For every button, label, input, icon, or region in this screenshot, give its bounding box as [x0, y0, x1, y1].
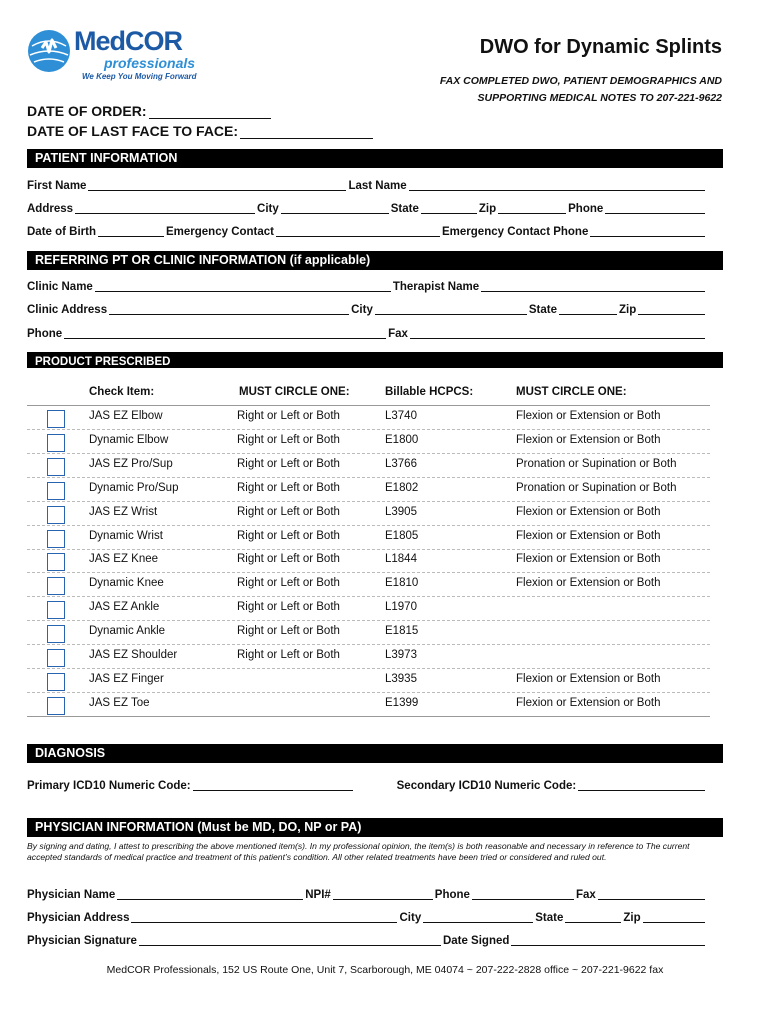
physician-phone-field[interactable] — [472, 888, 574, 900]
product-side: Right or Left or Both — [237, 457, 340, 470]
physician-name-row — [27, 885, 707, 901]
product-side: Right or Left or Both — [237, 601, 340, 614]
product-item: JAS EZ Elbow — [89, 410, 163, 422]
logo-sub: professionals — [104, 55, 196, 71]
product-hcpcs: E1800 — [385, 433, 419, 446]
physician-signature-field[interactable] — [139, 934, 441, 946]
product-side: Right or Left or Both — [237, 577, 340, 590]
emergency-phone-label: Emergency Contact Phone — [442, 226, 589, 238]
physician-phone-label: Phone — [434, 889, 470, 901]
document-title: DWO for Dynamic Splints — [479, 36, 722, 58]
last-name-label: Last Name — [348, 180, 407, 192]
col-hcpcs: Billable HCPCS: — [385, 386, 474, 398]
product-checkbox[interactable] — [47, 553, 65, 571]
product-side: Right or Left or Both — [237, 649, 340, 661]
diagnosis-header: DIAGNOSIS — [27, 744, 723, 763]
physician-zip-label: Zip — [623, 912, 641, 924]
product-row — [27, 596, 710, 621]
product-checkbox[interactable] — [47, 458, 65, 476]
product-checkbox[interactable] — [47, 649, 65, 667]
product-motion: Flexion or Extension or Both — [516, 577, 661, 590]
clinic-address-row — [27, 300, 707, 316]
date-last-f2f-field[interactable] — [240, 126, 373, 139]
emergency-contact-field[interactable] — [276, 225, 440, 237]
clinic-name-row — [27, 277, 707, 293]
city-label: City — [257, 203, 279, 215]
secondary-icd10-label: Secondary ICD10 Numeric Code: — [396, 780, 577, 792]
primary-icd10-field[interactable] — [193, 779, 353, 791]
product-item: JAS EZ Wrist — [89, 505, 158, 518]
clinic-phone-label: Phone — [27, 328, 63, 340]
product-checkbox[interactable] — [47, 506, 65, 524]
npi-label: NPI# — [305, 889, 331, 901]
product-hcpcs: E1802 — [385, 481, 419, 494]
city-field[interactable] — [281, 202, 389, 214]
product-hcpcs: L3905 — [385, 505, 417, 518]
product-item: Dynamic Elbow — [89, 433, 169, 446]
clinic-zip-label: Zip — [618, 304, 637, 316]
globe-icon — [26, 28, 72, 74]
physician-city-label: City — [399, 912, 422, 924]
product-checkbox[interactable] — [47, 434, 65, 452]
referring-info-header: REFERRING PT OR CLINIC INFORMATION (if applicable) — [27, 251, 723, 270]
product-motion: Flexion or Extension or Both — [516, 410, 661, 422]
product-checkbox[interactable] — [47, 482, 65, 500]
product-table-header — [27, 383, 710, 406]
dob-label: Date of Birth — [27, 226, 96, 238]
clinic-fax-label: Fax — [388, 328, 408, 340]
product-hcpcs: E1399 — [385, 696, 419, 709]
clinic-address-field[interactable] — [109, 303, 349, 315]
clinic-phone-row — [27, 324, 707, 340]
product-hcpcs: E1805 — [385, 529, 419, 542]
product-row — [27, 501, 710, 526]
product-item: JAS EZ Pro/Sup — [89, 457, 173, 470]
date-last-f2f-label: DATE OF LAST FACE TO FACE: — [27, 123, 239, 139]
product-item: Dynamic Ankle — [89, 625, 166, 638]
product-checkbox[interactable] — [47, 625, 65, 643]
product-checkbox[interactable] — [47, 577, 65, 595]
product-motion: Flexion or Extension or Both — [516, 433, 661, 446]
product-side: Right or Left or Both — [237, 529, 340, 542]
product-hcpcs: L3973 — [385, 649, 417, 661]
date-of-order-row — [27, 103, 271, 119]
physician-address-field[interactable] — [131, 911, 397, 923]
product-side: Right or Left or Both — [237, 481, 340, 494]
product-checkbox[interactable] — [47, 601, 65, 619]
npi-field[interactable] — [333, 888, 433, 900]
first-name-label: First Name — [27, 180, 87, 192]
product-checkbox[interactable] — [47, 410, 65, 428]
attestation-text: By signing and dating, I attest to prescribing the above mentioned item(s). In my professional opinion, the item(s) is both reasonable and necessary in reference to The current accepted standards of medical practice and treatment of this patient’s condition. All other related treatments have been tried or considered and ruled out. — [27, 841, 690, 862]
fax-instructions — [392, 73, 722, 107]
therapist-name-label: Therapist Name — [392, 281, 480, 293]
product-checkbox[interactable] — [47, 697, 65, 715]
product-hcpcs: E1810 — [385, 577, 419, 590]
product-side: Right or Left or Both — [237, 625, 340, 638]
medcor-logo — [26, 26, 196, 86]
phone-field[interactable] — [605, 202, 705, 214]
product-row — [27, 477, 710, 502]
col-check-item: Check Item: — [89, 386, 155, 398]
product-side: Right or Left or Both — [237, 553, 340, 566]
product-item: Dynamic Knee — [89, 577, 164, 590]
product-row — [27, 668, 710, 693]
state-field[interactable] — [421, 202, 477, 214]
patient-name-row — [27, 176, 707, 192]
patient-info-header: PATIENT INFORMATION — [27, 149, 723, 168]
product-row — [27, 644, 710, 669]
patient-dob-row — [27, 222, 707, 238]
product-side: Right or Left or Both — [237, 505, 340, 518]
product-hcpcs: L3740 — [385, 410, 417, 422]
product-row — [27, 453, 710, 478]
therapist-name-field[interactable] — [481, 280, 705, 292]
product-row — [27, 692, 710, 717]
emergency-phone-field[interactable] — [590, 225, 705, 237]
product-hcpcs: L1970 — [385, 601, 417, 614]
product-row — [27, 429, 710, 454]
physician-fax-field[interactable] — [598, 888, 705, 900]
clinic-name-label: Clinic Name — [27, 281, 93, 293]
col-side: MUST CIRCLE ONE: — [239, 386, 350, 398]
emergency-contact-label: Emergency Contact — [166, 226, 275, 238]
address-label: Address — [27, 203, 74, 215]
physician-name-field[interactable] — [117, 888, 303, 900]
clinic-fax-field[interactable] — [410, 327, 705, 339]
clinic-name-field[interactable] — [95, 280, 391, 292]
product-table-end — [27, 716, 710, 717]
product-checkbox[interactable] — [47, 530, 65, 548]
product-row — [27, 405, 710, 430]
physician-zip-field[interactable] — [643, 911, 705, 923]
product-hcpcs: L3766 — [385, 457, 417, 470]
primary-icd10-label: Primary ICD10 Numeric Code: — [27, 780, 191, 792]
logo-tagline: We Keep You Moving Forward — [82, 72, 197, 81]
fax-note-line-1: FAX COMPLETED DWO, PATIENT DEMOGRAPHICS AND — [439, 75, 722, 87]
product-hcpcs: L1844 — [385, 553, 417, 566]
product-motion: Pronation or Supination or Both — [516, 457, 677, 470]
product-row — [27, 548, 710, 573]
date-signed-field[interactable] — [511, 934, 705, 946]
physician-name-label: Physician Name — [27, 889, 116, 901]
patient-address-row — [27, 199, 707, 215]
product-row — [27, 525, 710, 550]
product-item: Dynamic Pro/Sup — [89, 481, 179, 494]
last-name-field[interactable] — [409, 179, 705, 191]
zip-field[interactable] — [498, 202, 566, 214]
product-motion: Flexion or Extension or Both — [516, 505, 661, 518]
physician-signature-label: Physician Signature — [27, 935, 137, 947]
product-item: JAS EZ Knee — [89, 553, 159, 566]
product-item: Dynamic Wrist — [89, 529, 163, 542]
date-of-order-label: DATE OF ORDER: — [27, 103, 147, 119]
clinic-state-label: State — [528, 304, 557, 316]
clinic-address-label: Clinic Address — [27, 304, 108, 316]
product-header: PRODUCT PRESCRIBED — [27, 352, 723, 368]
product-item: JAS EZ Ankle — [89, 601, 160, 614]
product-motion: Flexion or Extension or Both — [516, 553, 661, 566]
physician-fax-label: Fax — [575, 889, 596, 901]
state-label: State — [390, 203, 419, 215]
dob-field[interactable] — [98, 225, 164, 237]
date-of-order-field[interactable] — [149, 106, 271, 119]
physician-city-field[interactable] — [423, 911, 533, 923]
product-hcpcs: E1815 — [385, 625, 419, 638]
fax-note-line-2: SUPPORTING MEDICAL NOTES TO 207-221-9622 — [477, 92, 722, 104]
date-signed-label: Date Signed — [442, 935, 510, 947]
product-item: JAS EZ Finger — [89, 672, 164, 685]
icd10-row — [27, 776, 707, 792]
product-motion: Pronation or Supination or Both — [516, 481, 677, 494]
physician-signature-row — [27, 931, 707, 947]
address-field[interactable] — [75, 202, 255, 214]
clinic-city-label: City — [351, 304, 373, 316]
physician-address-label: Physician Address — [27, 912, 130, 924]
product-row — [27, 572, 710, 597]
physician-address-row — [27, 908, 707, 924]
clinic-city-field[interactable] — [375, 303, 527, 315]
physician-state-field[interactable] — [565, 911, 621, 923]
first-name-field[interactable] — [88, 179, 346, 191]
product-hcpcs: L3935 — [385, 672, 417, 685]
product-motion: Flexion or Extension or Both — [516, 672, 661, 685]
clinic-zip-field[interactable] — [638, 303, 705, 315]
secondary-icd10-field[interactable] — [578, 779, 705, 791]
product-side: Right or Left or Both — [237, 433, 340, 446]
logo-brand: MedCOR — [74, 26, 182, 56]
product-motion: Flexion or Extension or Both — [516, 696, 661, 709]
product-side: Right or Left or Both — [237, 410, 340, 422]
phone-label: Phone — [568, 203, 604, 215]
product-item: JAS EZ Shoulder — [89, 649, 178, 661]
clinic-phone-field[interactable] — [64, 327, 386, 339]
clinic-state-field[interactable] — [559, 303, 617, 315]
date-last-f2f-row — [27, 123, 373, 139]
physician-state-label: State — [535, 912, 564, 924]
zip-label: Zip — [478, 203, 497, 215]
physician-header: PHYSICIAN INFORMATION (Must be MD, DO, NP or PA) — [27, 818, 723, 837]
product-motion: Flexion or Extension or Both — [516, 529, 661, 542]
col-motion: MUST CIRCLE ONE: — [516, 386, 627, 398]
product-checkbox[interactable] — [47, 673, 65, 691]
footer-address: MedCOR Professionals, 152 US Route One, Unit 7, Scarborough, ME 04074 ~ 207-222-2828 office ~ 207-221-9622 fax — [106, 964, 664, 976]
product-row — [27, 620, 710, 645]
product-item: JAS EZ Toe — [89, 696, 150, 709]
